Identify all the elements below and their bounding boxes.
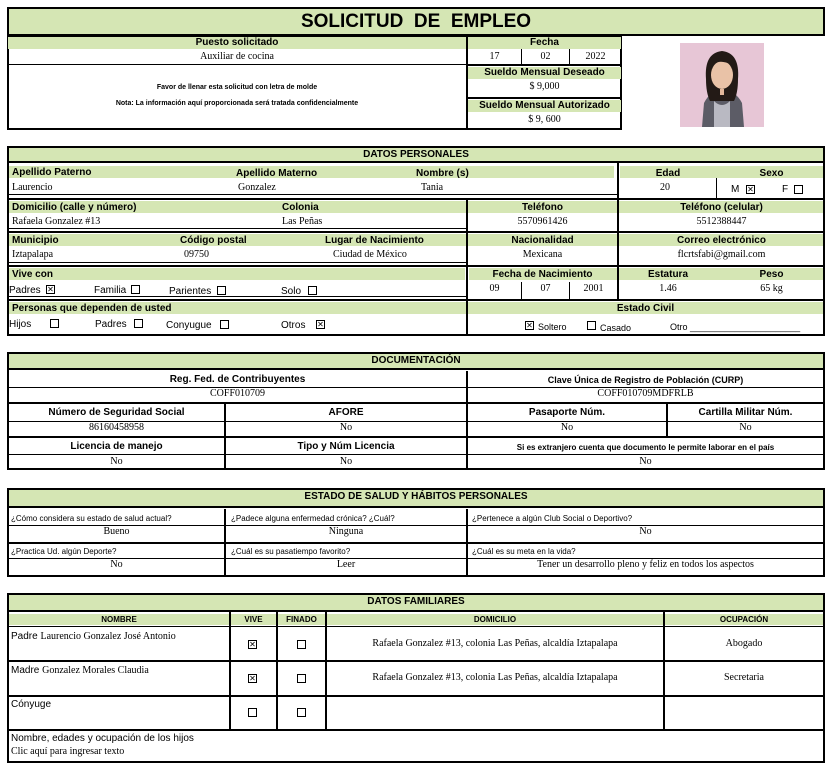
afore-label: AFORE	[328, 407, 364, 418]
municipio-label: Municipio	[12, 235, 59, 246]
estatura-label: Estatura	[647, 269, 688, 280]
fecha-nac-anio[interactable]: 2001	[583, 283, 604, 294]
vive-familia-checkbox[interactable]	[131, 285, 140, 294]
estatura-value[interactable]: 1.46	[659, 283, 677, 294]
madre-vive-checkbox[interactable]	[248, 674, 257, 683]
celular-value[interactable]: 5512388447	[696, 216, 747, 227]
nacionalidad-value[interactable]: Mexicana	[522, 249, 563, 260]
vive-solo-checkbox[interactable]	[308, 286, 317, 295]
padre-finado-checkbox[interactable]	[297, 640, 306, 649]
familia-row-padre	[11, 631, 176, 643]
licencia-label: Licencia de manejo	[70, 441, 163, 452]
codigo-postal-value[interactable]: 09750	[184, 249, 209, 260]
telefono-value[interactable]: 5570961426	[517, 216, 568, 227]
sueldo-deseado-value[interactable]: $ 9,000	[529, 81, 560, 92]
fecha-nac-mes[interactable]: 07	[540, 283, 551, 294]
person-photo-icon	[680, 43, 764, 127]
sueldo-autorizado-value[interactable]: $ 9, 600	[528, 114, 561, 125]
fecha-dia[interactable]: 17	[489, 51, 500, 62]
ocupacion-padre[interactable]: Abogado	[725, 638, 763, 649]
dep-conyugue-label: Conyugue	[166, 320, 212, 331]
curp-label: Clave Única de Registro de Población (CURP)	[547, 375, 744, 385]
tipo-licencia-value[interactable]: No	[339, 456, 353, 467]
col-nombre: NOMBRE	[101, 615, 137, 624]
hijos-label: Nombre, edades y ocupación de los hijos	[11, 733, 194, 744]
col-vive: VIVE	[244, 615, 263, 624]
domicilio-padre[interactable]: Rafaela Gonzalez #13, colonia Las Peñas, alcaldía Iztapalapa	[372, 638, 618, 649]
salud-a5[interactable]: Leer	[336, 559, 356, 570]
edad-label: Edad	[655, 168, 681, 179]
sueldo-deseado-label: Sueldo Mensual Deseado	[484, 67, 605, 78]
rel-madre: Madre	[11, 665, 40, 676]
dep-conyugue-checkbox[interactable]	[220, 320, 229, 329]
peso-label: Peso	[759, 269, 784, 280]
personal-header: DATOS PERSONALES	[7, 146, 825, 163]
edad-value[interactable]: 20	[660, 182, 670, 193]
vive-padres-label: Padres	[9, 285, 41, 296]
extranjero-label: Si es extranjero cuenta que documento le permite laborar en el país	[516, 443, 775, 452]
casado-label: Casado	[600, 323, 632, 333]
rel-padre: Padre	[11, 631, 38, 642]
afore-value[interactable]: No	[339, 422, 353, 433]
rel-conyuge: Cónyuge	[11, 699, 52, 710]
sexo-m-checkbox[interactable]	[746, 185, 755, 194]
fecha-nacimiento-label: Fecha de Nacimiento	[492, 269, 593, 280]
vive-parientes-checkbox[interactable]	[217, 286, 226, 295]
salud-q4: ¿Practica Ud. algún Deporte?	[11, 547, 117, 556]
curp-value[interactable]: COFF010709MDFRLB	[597, 388, 694, 399]
salud-a2[interactable]: Ninguna	[328, 526, 364, 537]
documentacion-header: DOCUMENTACIÓN	[7, 352, 825, 370]
applicant-photo[interactable]	[680, 43, 764, 127]
colonia-value[interactable]: Las Peñas	[282, 216, 323, 227]
dependientes-label: Personas que dependen de usted	[12, 303, 172, 314]
licencia-value[interactable]: No	[110, 456, 123, 467]
salud-q2: ¿Padece alguna enfermedad crónica? ¿Cuál?	[231, 514, 395, 523]
nombre-label: Nombre (s)	[416, 168, 469, 179]
col-finado: FINADO	[286, 615, 317, 624]
salud-q6: ¿Cuál es su meta en la vida?	[472, 547, 576, 556]
familia-header: DATOS FAMILIARES	[7, 593, 825, 612]
dep-otros-checkbox[interactable]	[316, 320, 325, 329]
salud-q1: ¿Cómo considera su estado de salud actual?	[11, 514, 172, 523]
sueldo-autorizado-label: Sueldo Mensual Autorizado	[479, 100, 610, 111]
fecha-mes[interactable]: 02	[540, 51, 551, 62]
nacionalidad-label: Nacionalidad	[511, 235, 574, 246]
salud-q5: ¿Cuál es su pasatiempo favorito?	[231, 547, 351, 556]
apellido-paterno-label: Apellido Paterno	[12, 167, 92, 178]
madre-finado-checkbox[interactable]	[297, 674, 306, 683]
nombre-madre[interactable]: Gonzalez Morales Claudia	[42, 665, 149, 676]
apellido-paterno-value[interactable]: Laurencio	[12, 182, 53, 193]
salud-a1[interactable]: Bueno	[103, 526, 130, 537]
nss-value[interactable]: 86160458958	[89, 422, 144, 433]
form-title-bar	[7, 7, 825, 36]
nombre-value[interactable]: Tania	[421, 182, 444, 193]
soltero-checkbox[interactable]	[525, 321, 534, 330]
sexo-f-label: F	[782, 184, 789, 195]
telefono-label: Teléfono	[522, 202, 563, 213]
instruccion-letra-molde: Favor de llenar esta solicitud con letra de molde	[156, 84, 318, 91]
municipio-value[interactable]: Iztapalapa	[12, 249, 54, 260]
rfc-value[interactable]: COFF010709	[209, 388, 265, 399]
correo-value[interactable]: flcrtsfabi@gmail.com	[677, 249, 766, 260]
domicilio-madre[interactable]: Rafaela Gonzalez #13, colonia Las Peñas, alcaldía Iztapalapa	[372, 672, 618, 683]
dep-otros-label: Otros	[281, 320, 306, 331]
celular-label: Teléfono (celular)	[680, 202, 763, 213]
hijos-input[interactable]: Clic aquí para ingresar texto	[11, 746, 125, 757]
apellido-materno-value[interactable]: Gonzalez	[238, 182, 276, 193]
nss-label: Número de Seguridad Social	[48, 407, 185, 418]
lugar-nacimiento-label: Lugar de Nacimiento	[325, 235, 424, 246]
col-ocupacion: OCUPACIÓN	[719, 615, 769, 624]
estado-civil-label: Estado Civil	[616, 303, 675, 314]
cartilla-label: Cartilla Militar Núm.	[698, 407, 793, 418]
ocupacion-madre[interactable]: Secretaria	[724, 672, 764, 683]
codigo-postal-label: Código postal	[180, 235, 247, 246]
vive-con-label: Vive con	[12, 269, 53, 280]
peso-value[interactable]: 65 kg	[760, 283, 783, 294]
puesto-value[interactable]: Auxiliar de cocina	[200, 51, 274, 62]
familia-row-madre	[11, 665, 149, 677]
vive-padres-checkbox[interactable]	[46, 285, 55, 294]
puesto-label: Puesto solicitado	[195, 37, 279, 48]
sexo-label: Sexo	[759, 168, 784, 179]
dep-hijos-label: Hijos	[9, 319, 32, 330]
familia-row-conyuge	[11, 699, 51, 711]
sexo-m-label: M	[731, 184, 740, 195]
conyuge-vive-checkbox[interactable]	[248, 708, 257, 717]
salud-header: ESTADO DE SALUD Y HÁBITOS PERSONALES	[7, 488, 825, 508]
soltero-label: Soltero	[538, 322, 567, 332]
apellido-materno-label: Apellido Materno	[236, 168, 318, 179]
lugar-nacimiento-value[interactable]: Ciudad de México	[333, 249, 407, 260]
pasaporte-value[interactable]: No	[560, 422, 574, 433]
correo-label: Correo electrónico	[677, 235, 766, 246]
vive-parientes-label: Parientes	[169, 286, 212, 297]
form-title: SOLICITUD DE EMPLEO	[300, 11, 532, 32]
vive-familia-label: Familia	[94, 285, 127, 296]
salud-a4[interactable]: No	[110, 559, 123, 570]
tipo-licencia-label: Tipo y Núm Licencia	[297, 441, 395, 452]
domicilio-label: Domicilio (calle y número)	[12, 202, 137, 213]
col-domicilio: DOMICILIO	[473, 615, 517, 624]
extranjero-value[interactable]: No	[639, 456, 652, 467]
pasaporte-label: Pasaporte Núm.	[528, 407, 606, 418]
fecha-anio[interactable]: 2022	[585, 51, 606, 62]
salud-a6[interactable]: Tener un desarrollo pleno y feliz en todos los aspectos	[537, 559, 754, 570]
otro-estado-civil[interactable]: Otro ______________________	[670, 322, 801, 332]
fecha-label: Fecha	[530, 37, 559, 48]
domicilio-value[interactable]: Rafaela Gonzalez #13	[12, 216, 101, 227]
dep-hijos-checkbox[interactable]	[50, 319, 59, 328]
dep-padres-label: Padres	[95, 319, 127, 330]
cartilla-value[interactable]: No	[739, 422, 752, 433]
dep-padres-checkbox[interactable]	[134, 319, 143, 328]
casado-checkbox[interactable]	[587, 321, 596, 330]
colonia-label: Colonia	[282, 202, 319, 213]
sexo-f-checkbox[interactable]	[794, 185, 803, 194]
conyuge-finado-checkbox[interactable]	[297, 708, 306, 717]
vive-solo-label: Solo	[281, 286, 302, 297]
nombre-padre[interactable]: Laurencio Gonzalez José Antonio	[40, 631, 176, 642]
salud-a3[interactable]: No	[639, 526, 652, 537]
fecha-nac-dia[interactable]: 09	[489, 283, 500, 294]
salud-q3: ¿Pertenece a algún Club Social o Deportivo?	[472, 514, 633, 523]
nota-confidencial: Nota: La información aquí proporcionada será tratada confidencialmente	[115, 100, 359, 107]
rfc-label: Reg. Fed. de Contribuyentes	[169, 374, 306, 385]
padre-vive-checkbox[interactable]	[248, 640, 257, 649]
